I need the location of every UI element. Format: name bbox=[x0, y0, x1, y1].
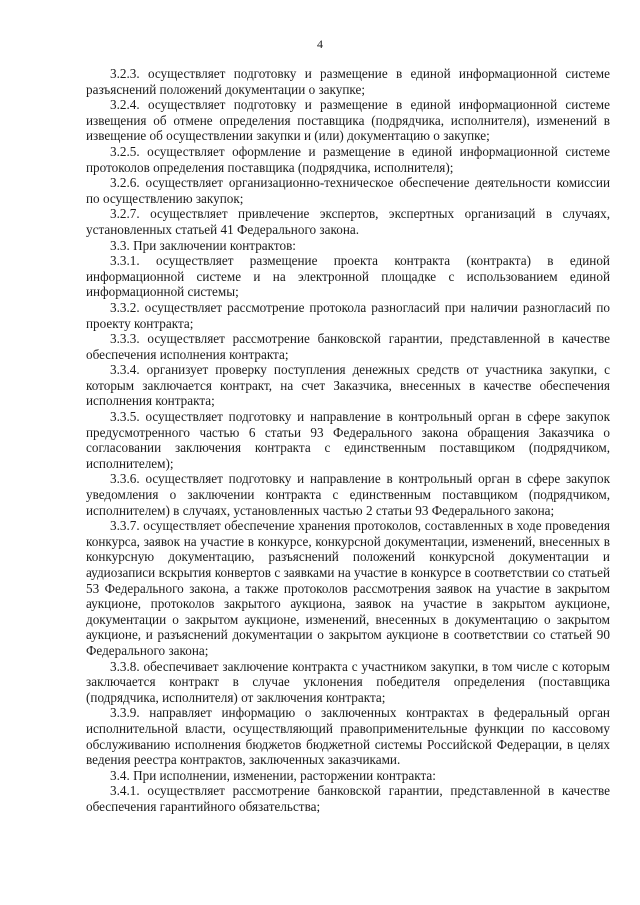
paragraph-3-3-7: 3.3.7. осуществляет обеспечение хранения протоколов, составленных в ходе проведения конкурса, заявок на участие в конкурсе, конкурсной документации, изменений, внесенных в конкурсную документацию, разъяснений положений конкурсной документации и аудиозаписи вскрытия конвертов с заявками на участие в конкурсе в соответствии со статьей 53 Федерального закона, а также протоколов рассмотрения заявок на участие в закрытом аукционе, протоколов закрытого аукциона, заявок на участие в закрытом аукционе, документации о закрытом аукционе, изменений, внесенных в документацию о закрытом аукционе, и разъяснений документации о закрытом аукционе в соответствии со статьей 90 Федерального закона; bbox=[86, 518, 610, 658]
paragraph-3-3-1: 3.3.1. осуществляет размещение проекта контракта (контракта) в единой информационной системе и на электронной площадке с использованием единой информационной системы; bbox=[86, 253, 610, 300]
section-heading-3-4: 3.4. При исполнении, изменении, расторжении контракта: bbox=[110, 767, 436, 783]
paragraph-3-3-8: 3.3.8. обеспечивает заключение контракта с участником закупки, в том числе с которым заключается контракт в случае уклонения победителя определения (поставщика (подрядчика, исполнителя) от заключения контракта; bbox=[86, 658, 610, 705]
paragraph-3-4-1: 3.4.1. осуществляет рассмотрение банковской гарантии, представленной в качестве обеспечения гарантийного обязательства; bbox=[86, 783, 610, 814]
paragraph-3-3-3: 3.3.3. осуществляет рассмотрение банковской гарантии, представленной в качестве обеспечения исполнения контракта; bbox=[86, 331, 610, 362]
paragraph-3-2-4: 3.2.4. осуществляет подготовку и размещение в единой информационной системе извещения об отмене определения поставщика (подрядчика, исполнителя), изменений в извещение об осуществлении закупки и (или) документацию о закупке; bbox=[86, 97, 610, 144]
section-heading-3-3: 3.3. При заключении контрактов: bbox=[110, 237, 296, 253]
paragraph-3-2-5: 3.2.5. осуществляет оформление и размещение в единой информационной системе протоколов определения поставщика (подрядчика, исполнителя); bbox=[86, 143, 610, 175]
paragraph-3-3-9: 3.3.9. направляет информацию о заключенных контрактах в федеральный орган исполнительной власти, осуществляющий правоприменительные функции по кассовому обслуживанию исполнения бюджетов бюджетной системы Российской Федерации, в целях ведения реестра контрактов, заключенных заказчиками. bbox=[86, 705, 610, 768]
paragraph-3-3-5: 3.3.5. осуществляет подготовку и направление в контрольный орган в сфере закупок предусмотренного частью 6 статьи 93 Федерального закона обращения Заказчика о согласовании заключения контракта с единственным поставщиком (подрядчиком, исполнителем); bbox=[86, 409, 610, 471]
paragraph-3-3-4: 3.3.4. организует проверку поступления денежных средств от участника закупки, с которым заключается контракт, на счет Заказчика, внесенных в качестве обеспечения исполнения контракта; bbox=[86, 362, 610, 409]
document-body bbox=[86, 66, 610, 815]
paragraph-3-3-6: 3.3.6. осуществляет подготовку и направление в контрольный орган в сфере закупок уведомления о заключении контракта с единственным поставщиком (подрядчиком, исполнителем) в случаях, установленных частью 2 статьи 93 Федерального закона; bbox=[86, 471, 610, 518]
paragraph-3-2-7: 3.2.7. осуществляет привлечение экспертов, экспертных организаций в случаях, установленных статьей 41 Федерального закона. bbox=[86, 206, 610, 237]
paragraph-3-2-6: 3.2.6. осуществляет организационно-техническое обеспечение деятельности комиссии по осуществлению закупок; bbox=[86, 175, 610, 206]
page-number: 4 bbox=[317, 37, 323, 51]
paragraph-3-3-2: 3.3.2. осуществляет рассмотрение протокола разногласий при наличии разногласий по проекту контракта; bbox=[86, 299, 610, 331]
paragraph-3-2-3: 3.2.3. осуществляет подготовку и размещение в единой информационной системе разъяснений положений документации о закупке; bbox=[86, 66, 610, 97]
